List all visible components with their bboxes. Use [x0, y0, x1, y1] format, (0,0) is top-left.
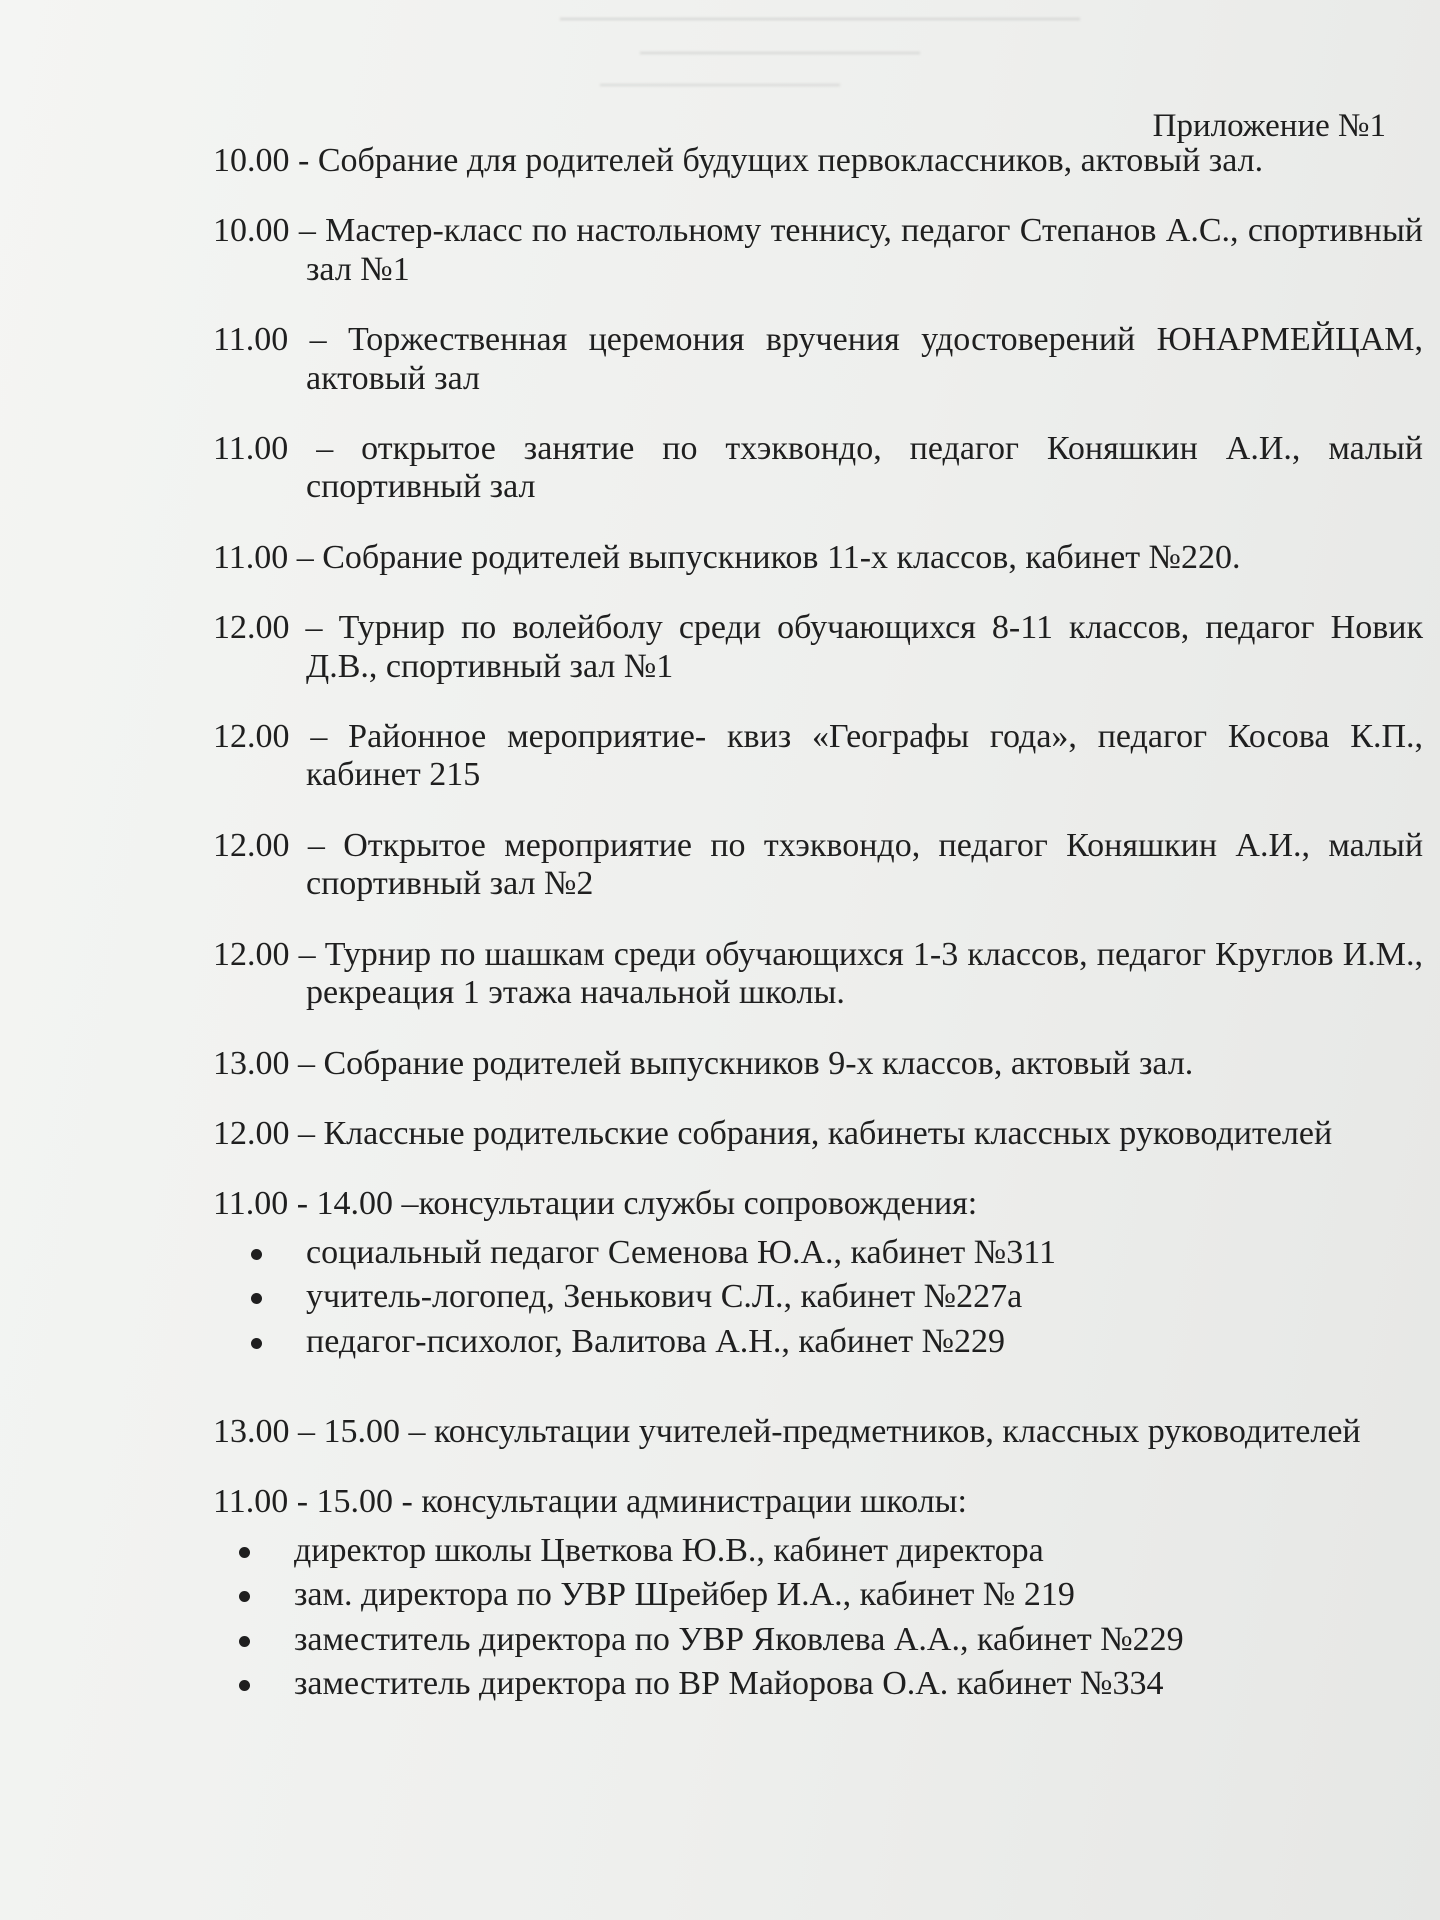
support-consultations-entry: [213, 1185, 1423, 1223]
entry-time: 12.00 –: [213, 826, 325, 864]
entry-time: 12.00 –: [213, 609, 323, 647]
entry-text: Собрание родителей выпускников 9-х классов, актовый зал.: [323, 1044, 1194, 1082]
entry-text: Турнир по шашкам среди обучающихся 1-3 классов, педагог Круглов И.М., рекреация 1 этажа начальной школы.: [306, 935, 1423, 1012]
entry-time: 11.00 –: [213, 430, 334, 468]
entry-text: Турнир по волейболу среди обучающихся 8-11 классов, педагог Новик Д.В., спортивный зал №1: [306, 609, 1423, 685]
entry-time: 13.00 – 15.00 –: [213, 1412, 426, 1450]
bullet-icon: [239, 1680, 250, 1691]
entry-text: консультации службы сопровождения:: [418, 1185, 978, 1223]
bullet-icon: [251, 1249, 262, 1260]
bullet-icon: [239, 1547, 250, 1558]
schedule-entry: [213, 321, 1423, 398]
bleed-through-line: [640, 52, 920, 70]
list-item-text: педагог-психолог, Валитова А.Н., кабинет №229: [306, 1322, 1006, 1360]
teacher-consultations-entry: [213, 1413, 1423, 1451]
entry-text: Районное мероприятие- квиз «Географы года», педагог Косова К.П., кабинет 215: [306, 718, 1424, 794]
entry-text: консультации учителей-предметников, классных руководителей: [434, 1412, 1361, 1450]
entry-text: Собрание для родителей будущих первоклассников, актовый зал.: [317, 142, 1264, 179]
entry-time: 11.00 - 14.00 –: [213, 1185, 419, 1223]
schedule-entry: [213, 936, 1423, 1013]
entry-text: Классные родительские собрания, кабинеты классных руководителей: [323, 1114, 1333, 1152]
entry-text: Мастер-класс по настольному теннису, педагог Степанов А.С., спортивный зал №1: [306, 212, 1423, 288]
entry-text: Собрание родителей выпускников 11-х классов, кабинет №220.: [322, 538, 1241, 576]
schedule-entry: [213, 539, 1423, 577]
list-item: [239, 1665, 1423, 1703]
entry-time: 13.00 –: [213, 1044, 315, 1082]
schedule-entry: [213, 430, 1423, 507]
list-item-text: учитель-логопед, Зенькович С.Л., кабинет №227а: [306, 1278, 1023, 1316]
bullet-icon: [239, 1591, 250, 1602]
list-item: [239, 1532, 1423, 1570]
list-item-text: заместитель директора по УВР Яковлева А.А., кабинет №229: [294, 1620, 1184, 1658]
schedule: [213, 142, 1423, 1733]
list-item-text: директор школы Цветкова Ю.В., кабинет директора: [294, 1531, 1044, 1569]
entry-time: 11.00 - 15.00 -: [213, 1483, 413, 1521]
list-item-text: зам. директора по УВР Шрейбер И.А., кабинет № 219: [294, 1576, 1075, 1614]
bleed-through-line: [600, 84, 840, 102]
list-item: [251, 1278, 1423, 1316]
schedule-entry: [213, 718, 1423, 795]
support-staff-list: [213, 1234, 1423, 1361]
entry-time: 11.00 –: [213, 538, 314, 576]
entry-time: 10.00 –: [213, 212, 316, 250]
administration-list: [213, 1532, 1423, 1704]
list-item: [239, 1576, 1423, 1614]
entry-text: Открытое мероприятие по тхэквондо, педагог Коняшкин А.И., малый спортивный зал №2: [306, 826, 1424, 903]
bullet-icon: [251, 1293, 262, 1304]
schedule-entry: [213, 609, 1423, 686]
schedule-entry: [213, 142, 1423, 180]
schedule-entry: [213, 212, 1423, 289]
list-item: [251, 1234, 1423, 1272]
list-item: [251, 1323, 1423, 1361]
schedule-entry: [213, 1115, 1423, 1153]
entry-text: Торжественная церемония вручения удостоверений ЮНАРМЕЙЦАМ, актовый зал: [306, 321, 1423, 397]
administration-consultations-entry: [213, 1483, 1423, 1521]
entry-time: 11.00 –: [213, 321, 327, 359]
entry-text: открытое занятие по тхэквондо, педагог Коняшкин А.И., малый спортивный зал: [306, 430, 1424, 506]
list-item: [239, 1621, 1423, 1659]
appendix-label: Приложение №1: [1152, 108, 1386, 144]
entry-time: 10.00 -: [213, 142, 310, 179]
entry-time: 12.00 –: [213, 1114, 315, 1152]
bullet-icon: [251, 1338, 262, 1349]
entry-text: консультации администрации школы:: [421, 1483, 967, 1521]
schedule-entry: [213, 827, 1423, 904]
schedule-entry: [213, 1045, 1423, 1083]
bullet-icon: [239, 1636, 250, 1647]
entry-time: 12.00 –: [213, 935, 316, 973]
bleed-through-line: [560, 18, 1080, 40]
entry-time: 12.00 –: [213, 718, 328, 756]
list-item-text: заместитель директора по ВР Майорова О.А. кабинет №334: [294, 1664, 1164, 1702]
list-item-text: социальный педагог Семенова Ю.А., кабинет №311: [306, 1233, 1056, 1271]
